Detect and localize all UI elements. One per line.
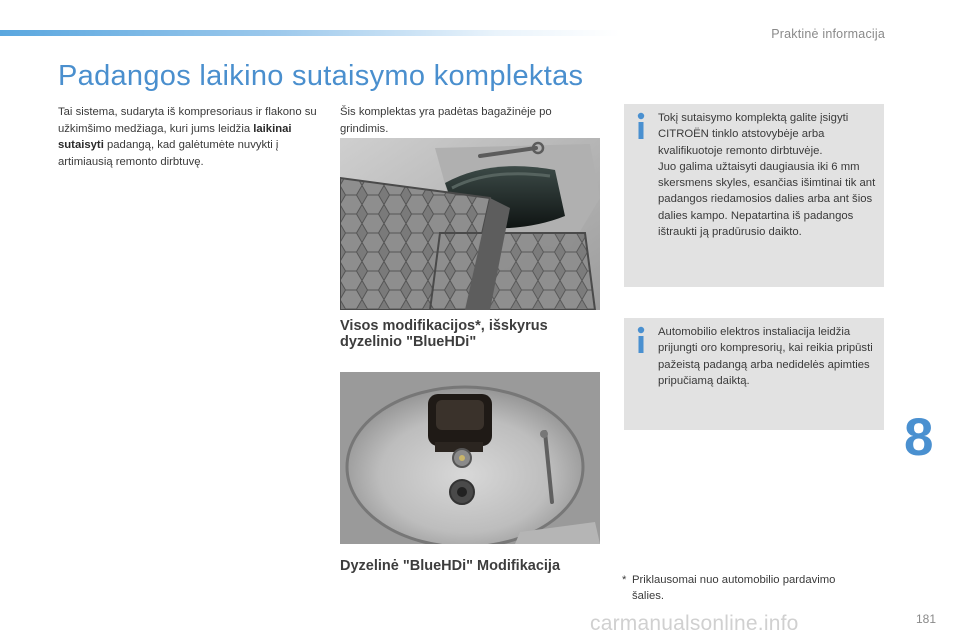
chapter-number: 8 [904, 408, 934, 467]
trunk-well-photo [340, 372, 600, 544]
info-box-purchase [624, 104, 884, 287]
variant-heading-bluehdi: Dyzelinė "BlueHDi" Modifikacija [340, 558, 561, 574]
info-box-electrical [624, 318, 884, 430]
info-icon [634, 326, 648, 354]
page-title: Padangos laikino sutaisymo komplektas [58, 60, 584, 92]
footnote [622, 572, 872, 604]
intro-text-1: Tai sistema, sudaryta iš kompresoriaus ir flakono su užkimšimo medžiaga, kuri jums leidžia [58, 106, 317, 135]
trunk-kit-illustration [340, 138, 600, 310]
intro-paragraph [58, 104, 323, 170]
page-number: 181 [915, 612, 936, 626]
info-icon [634, 112, 648, 140]
header-accent-bar [0, 30, 620, 36]
footnote-line-1: Priklausomai nuo automobilio pardavimo [632, 574, 836, 586]
info-text-purchase: Tokį sutaisymo komplektą galite įsigyti CITROËN tinklo atstovybėje arba kvalifikuotoje remonto dirbtuvėje. Juo galima užtaisyti daugiausia iki 6 mm skersmens skyles, esančias išimtinai tik ant padangos riedamosios dalies arba ant šios dalies kampo. Nepatartina iš padangos ištraukti ją pradūrusio daikto. [658, 112, 876, 239]
variant-heading-petrol: Visos modifikacijos*, išskyrus dyzelinio "BlueHDi" [340, 318, 548, 350]
footnote-marker: * [622, 574, 627, 586]
intro-bold-text: laikinai sutaisyti [58, 122, 292, 151]
trunk-kit-photo [340, 138, 600, 310]
section-header: Praktinė informacija [771, 27, 885, 41]
intro-text-2: padangą, kad galėtumėte nuvykti į artimiausią remonto dirbtuvę. [58, 139, 279, 168]
kit-location-text: Šis komplektas yra padėtas bagažinėje po grindimis. [340, 106, 552, 135]
trunk-well-illustration [340, 372, 600, 544]
info-text-electrical: Automobilio elektros instaliacija leidžia prijungti oro kompresorių, kai reikia pripūsti pažeistą padangą arba nedidelės apimties pripučiamą daiktą. [658, 326, 873, 387]
footnote-line-2: šalies. [632, 590, 665, 602]
watermark: carmanualsonline.info [590, 612, 799, 635]
